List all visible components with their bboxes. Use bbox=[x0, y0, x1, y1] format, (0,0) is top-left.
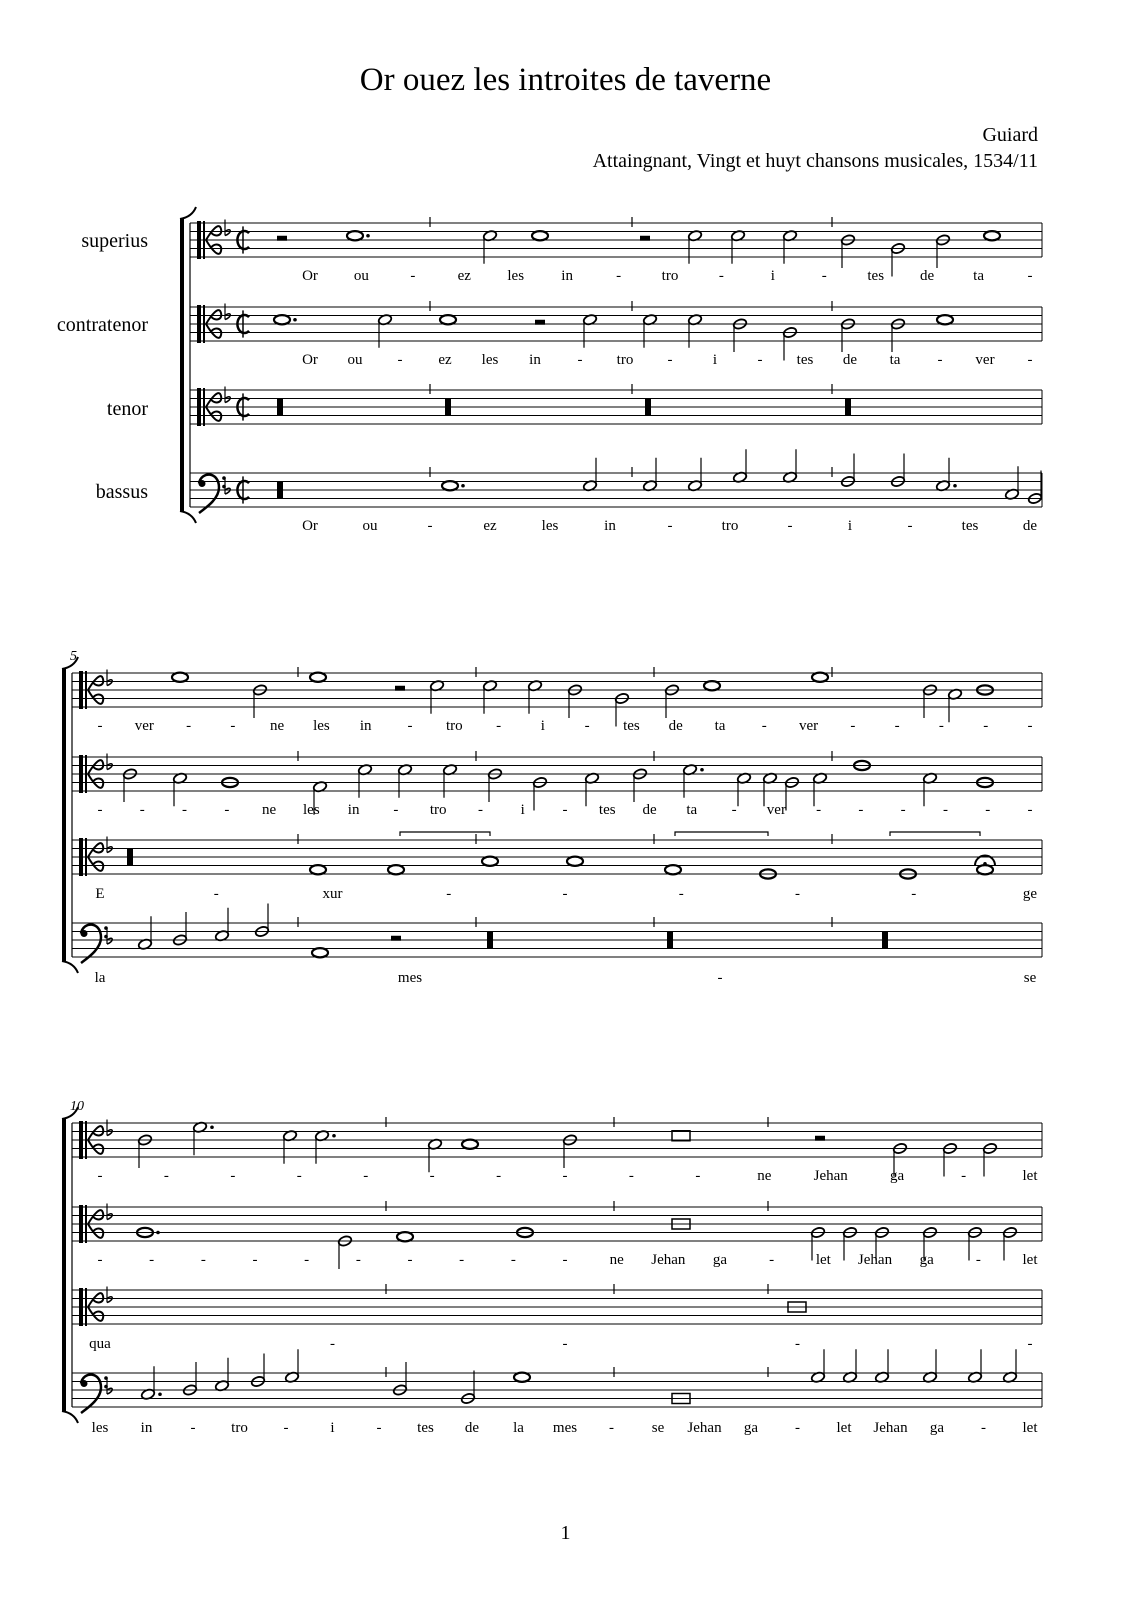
lyric-syllable: - bbox=[961, 1168, 967, 1184]
f-clef-head bbox=[199, 480, 206, 487]
breve-rest bbox=[127, 849, 133, 866]
lyric-syllable: se bbox=[651, 1420, 665, 1436]
lyric-syllable: - bbox=[410, 268, 416, 284]
breve-rest bbox=[845, 399, 851, 416]
lyric-syllable: ver bbox=[134, 718, 154, 734]
lyric-syllable: - bbox=[296, 1168, 302, 1184]
whole-note bbox=[812, 673, 828, 682]
lyric-syllable: ne bbox=[757, 1168, 772, 1184]
lyric-syllable: - bbox=[363, 1168, 369, 1184]
lyric-syllable: in bbox=[140, 1420, 153, 1436]
lyric-syllable: les bbox=[481, 352, 499, 368]
lyric-syllable: - bbox=[230, 718, 236, 734]
voice-label-contratenor: contratenor bbox=[56, 314, 148, 336]
lyric-syllable: - bbox=[907, 518, 913, 534]
lyric-syllable: Jehan bbox=[813, 1168, 848, 1184]
lyric-syllable: Jehan bbox=[857, 1252, 893, 1268]
lyric-syllable: - bbox=[496, 718, 502, 734]
lyric-syllable: - bbox=[717, 970, 723, 986]
c-clef-bar bbox=[79, 1121, 83, 1159]
lyric-syllable: tro bbox=[721, 518, 739, 534]
voice-label-tenor: tenor bbox=[106, 398, 148, 420]
lyric-syllable: ou bbox=[347, 352, 363, 368]
breve-rest bbox=[445, 399, 451, 416]
c-clef-bar bbox=[197, 305, 201, 343]
lyric-syllable: - bbox=[97, 1168, 103, 1184]
c-clef-lower bbox=[206, 407, 221, 421]
bracket-bottom-hook bbox=[180, 511, 196, 523]
lyric-syllable: - bbox=[304, 1252, 310, 1268]
lyric-syllable: - bbox=[769, 1252, 775, 1268]
lyric-syllable: ta bbox=[973, 268, 984, 284]
lyric-syllable: - bbox=[911, 886, 917, 902]
lyric-syllable: - bbox=[678, 886, 684, 902]
bracket-bottom-hook bbox=[62, 961, 78, 973]
dot bbox=[461, 484, 465, 488]
whole-rest bbox=[391, 936, 401, 941]
lyric-syllable: les bbox=[541, 518, 559, 534]
lyric-syllable: ga bbox=[929, 1420, 945, 1436]
piece-title: Or ouez les introites de taverne bbox=[359, 62, 772, 98]
lyric-syllable: - bbox=[330, 1336, 335, 1352]
lyric-syllable: let bbox=[1022, 1420, 1038, 1436]
c-clef-bar bbox=[79, 838, 83, 876]
f-clef-head bbox=[81, 1380, 88, 1387]
whole-rest bbox=[640, 236, 650, 241]
dot bbox=[700, 768, 704, 772]
lyric-syllable: in bbox=[529, 352, 541, 368]
breve-rest bbox=[645, 399, 651, 416]
lyric-syllable: Jehan bbox=[651, 1252, 686, 1268]
voice-label-bassus: bassus bbox=[95, 481, 148, 503]
whole-note bbox=[977, 865, 993, 874]
lyric-syllable: ez bbox=[438, 352, 452, 368]
flat-sign-bowl bbox=[107, 1214, 112, 1220]
c-clef-thin bbox=[203, 305, 205, 343]
lyric-syllable: i bbox=[540, 718, 545, 734]
lyric-syllable: - bbox=[628, 1168, 634, 1184]
lyric-syllable: - bbox=[942, 802, 948, 818]
c-clef-lower bbox=[88, 774, 103, 788]
lyric-syllable: - bbox=[562, 1252, 568, 1268]
whole-note bbox=[172, 673, 188, 682]
flat-sign-bowl bbox=[107, 1297, 112, 1303]
lyric-syllable: i bbox=[520, 802, 525, 818]
lyric-syllable: - bbox=[393, 802, 399, 818]
whole-note bbox=[532, 231, 548, 240]
lyrics bbox=[89, 268, 1038, 1436]
lyric-syllable: - bbox=[224, 802, 230, 818]
lyric-syllable: i bbox=[847, 518, 853, 534]
c-clef-bar bbox=[79, 1205, 83, 1243]
lyric-syllable: - bbox=[667, 352, 673, 368]
dot bbox=[210, 1125, 214, 1129]
measure-number-10: 10 bbox=[70, 1099, 84, 1114]
lyric-syllable: - bbox=[427, 518, 433, 534]
breve-rest bbox=[667, 932, 673, 949]
c-clef-thin bbox=[203, 388, 205, 426]
lyric-syllable: xur bbox=[322, 886, 343, 902]
lyric-syllable: - bbox=[938, 718, 944, 734]
c-clef-bar bbox=[197, 388, 201, 426]
c-clef-thin bbox=[85, 1288, 87, 1326]
flat-sign-bowl bbox=[107, 680, 112, 686]
lyric-syllable: - bbox=[355, 1252, 361, 1268]
lyric-syllable: - bbox=[407, 718, 413, 734]
lyric-syllable: Or bbox=[302, 518, 318, 534]
c-clef-thin bbox=[85, 755, 87, 793]
lyric-syllable: ver bbox=[975, 352, 995, 368]
whole-note bbox=[347, 231, 363, 240]
dot bbox=[293, 318, 297, 322]
c-clef-bar bbox=[79, 1288, 83, 1326]
lyric-syllable: - bbox=[230, 1168, 236, 1184]
whole-note bbox=[440, 315, 456, 324]
lyric-syllable: i bbox=[770, 268, 775, 284]
lyric-syllable: les bbox=[507, 268, 525, 284]
c-clef-upper bbox=[88, 1126, 103, 1140]
whole-rest bbox=[277, 236, 287, 241]
lyric-syllable: tes bbox=[598, 802, 616, 818]
lyric-syllable: ou bbox=[362, 518, 378, 534]
lyric-syllable: ta bbox=[714, 718, 726, 734]
dot bbox=[156, 1231, 160, 1235]
lyric-syllable: - bbox=[496, 1168, 502, 1184]
lyric-syllable: mes bbox=[397, 970, 423, 986]
lyric-syllable: - bbox=[562, 802, 568, 818]
lyric-syllable: tro bbox=[661, 268, 679, 284]
lyric-syllable: tro bbox=[616, 352, 634, 368]
lyric-syllable: Or bbox=[302, 268, 318, 284]
lyric-syllable: - bbox=[510, 1252, 516, 1268]
lyric-syllable: Or bbox=[302, 352, 318, 368]
flat-sign-bowl bbox=[225, 488, 230, 494]
lyric-syllable: - bbox=[190, 1420, 196, 1436]
lyric-syllable: - bbox=[761, 718, 767, 734]
c-clef-lower bbox=[206, 240, 221, 254]
lyric-syllable: - bbox=[200, 1252, 206, 1268]
whole-note bbox=[310, 865, 326, 874]
breve-rest bbox=[277, 482, 283, 499]
whole-note bbox=[514, 1373, 530, 1382]
lyric-syllable: - bbox=[139, 802, 145, 818]
whole-note bbox=[310, 673, 326, 682]
whole-note bbox=[665, 865, 681, 874]
source-citation: Attaingnant, Vingt et huyt chansons musicales, 1534/11 bbox=[592, 150, 1038, 172]
lyric-syllable: in bbox=[561, 268, 573, 284]
bracket-top-hook bbox=[180, 207, 196, 219]
breve-rest bbox=[487, 932, 493, 949]
lyric-syllable: qua bbox=[89, 1336, 111, 1352]
c-clef-upper bbox=[88, 1293, 103, 1307]
lyric-syllable: - bbox=[186, 718, 192, 734]
breve-rest bbox=[277, 399, 283, 416]
lyric-syllable: - bbox=[584, 718, 590, 734]
whole-note bbox=[482, 857, 498, 866]
lyric-syllable: ne bbox=[262, 802, 277, 818]
c-clef-lower bbox=[206, 324, 221, 338]
whole-rest bbox=[535, 320, 545, 325]
whole-note bbox=[388, 865, 404, 874]
lyric-syllable: - bbox=[1027, 802, 1033, 818]
lyric-syllable: - bbox=[787, 518, 793, 534]
whole-note bbox=[312, 948, 328, 957]
c-clef-bar bbox=[79, 755, 83, 793]
voice-label-superius: superius bbox=[81, 230, 148, 252]
lyric-syllable: de bbox=[920, 268, 935, 284]
c-clef-lower bbox=[88, 857, 103, 871]
lyric-syllable: se bbox=[1023, 970, 1037, 986]
c-clef-upper bbox=[206, 226, 221, 240]
whole-note bbox=[937, 315, 953, 324]
lyric-syllable: - bbox=[850, 718, 856, 734]
lyric-syllable: - bbox=[446, 886, 452, 902]
measure-number-5: 5 bbox=[70, 649, 77, 664]
lyric-syllable: let bbox=[1022, 1168, 1038, 1184]
whole-note bbox=[567, 857, 583, 866]
c-clef-thin bbox=[85, 1121, 87, 1159]
lyric-syllable: - bbox=[562, 1168, 568, 1184]
fermata-dot bbox=[983, 862, 987, 866]
c-clef-upper bbox=[88, 760, 103, 774]
c-clef-thin bbox=[85, 838, 87, 876]
lyric-syllable: ne bbox=[609, 1252, 624, 1268]
c-clef-upper bbox=[206, 393, 221, 407]
lyric-syllable: ga bbox=[919, 1252, 934, 1268]
lyric-syllable: - bbox=[97, 802, 103, 818]
breve-rest bbox=[882, 932, 888, 949]
lyric-syllable: - bbox=[616, 268, 622, 284]
ligature-bracket bbox=[890, 832, 980, 836]
composer-name: Guiard bbox=[982, 124, 1038, 146]
lyric-syllable: - bbox=[937, 352, 943, 368]
lyric-syllable: mes bbox=[552, 1420, 578, 1436]
lyric-syllable: - bbox=[983, 718, 989, 734]
lyric-syllable: tro bbox=[231, 1420, 248, 1436]
lyric-syllable: tro bbox=[445, 718, 463, 734]
lyric-syllable: ne bbox=[270, 718, 285, 734]
lyric-syllable: - bbox=[757, 352, 763, 368]
lyric-syllable: ge bbox=[1022, 886, 1038, 902]
lyric-syllable: les bbox=[91, 1420, 109, 1436]
lyric-syllable: - bbox=[695, 1168, 701, 1184]
c-clef-lower bbox=[88, 1140, 103, 1154]
lyric-syllable: - bbox=[900, 802, 906, 818]
dot bbox=[366, 234, 370, 238]
lyric-syllable: i bbox=[330, 1420, 335, 1436]
lyric-syllable: - bbox=[731, 802, 737, 818]
lyric-syllable: tes bbox=[623, 718, 640, 734]
lyric-syllable: ver bbox=[766, 802, 786, 818]
lyric-syllable: - bbox=[213, 886, 219, 902]
lyric-syllable: tes bbox=[417, 1420, 434, 1436]
c-clef-thin bbox=[203, 221, 205, 259]
lyric-syllable: let bbox=[815, 1252, 831, 1268]
lyric-syllable: les bbox=[313, 718, 330, 734]
lyric-syllable: - bbox=[429, 1168, 435, 1184]
lyric-syllable: - bbox=[985, 802, 991, 818]
flat-sign-bowl bbox=[225, 230, 230, 236]
dot bbox=[953, 484, 957, 488]
c-clef-upper bbox=[88, 676, 103, 690]
lyric-syllable: Jehan bbox=[873, 1420, 908, 1436]
c-clef-upper bbox=[88, 843, 103, 857]
lyric-syllable: tro bbox=[429, 802, 447, 818]
c-clef-thin bbox=[85, 1205, 87, 1243]
whole-note bbox=[704, 681, 720, 690]
lyric-syllable: let bbox=[836, 1420, 852, 1436]
lyric-syllable: de bbox=[1022, 518, 1038, 534]
c-clef-lower bbox=[88, 690, 103, 704]
lyric-syllable: ga bbox=[743, 1420, 759, 1436]
lyric-syllable: la bbox=[94, 970, 106, 986]
whole-note bbox=[984, 231, 1000, 240]
lyric-syllable: - bbox=[1027, 352, 1033, 368]
whole-rest bbox=[395, 686, 405, 691]
breve-note bbox=[672, 1131, 690, 1141]
f-clef-head bbox=[81, 930, 88, 937]
lyric-syllable: i bbox=[712, 352, 718, 368]
flat-sign-bowl bbox=[225, 314, 230, 320]
lyric-syllable: - bbox=[821, 268, 827, 284]
lyric-syllable: ou bbox=[353, 268, 369, 284]
whole-note bbox=[397, 1232, 413, 1241]
lyric-syllable: - bbox=[163, 1168, 169, 1184]
flat-sign-bowl bbox=[107, 764, 112, 770]
c-clef-bar bbox=[79, 671, 83, 709]
lyric-syllable: de bbox=[642, 802, 657, 818]
lyric-syllable: - bbox=[795, 1420, 800, 1436]
lyric-syllable: ez bbox=[457, 268, 471, 284]
flat-sign-bowl bbox=[225, 397, 230, 403]
lyric-syllable: ta bbox=[889, 352, 901, 368]
c-clef-upper bbox=[206, 310, 221, 324]
lyric-syllable: - bbox=[376, 1420, 382, 1436]
ligature-bracket bbox=[675, 832, 768, 836]
whole-note bbox=[442, 481, 458, 490]
lyric-syllable: in bbox=[359, 718, 372, 734]
lyric-syllable: tes bbox=[796, 352, 814, 368]
lyric-syllable: - bbox=[718, 268, 724, 284]
lyric-syllable: - bbox=[795, 1336, 800, 1352]
lyric-syllable: - bbox=[816, 802, 822, 818]
lyric-syllable: - bbox=[1027, 718, 1033, 734]
lyric-syllable: - bbox=[407, 1252, 413, 1268]
c-clef-lower bbox=[88, 1307, 103, 1321]
lyric-syllable: de bbox=[464, 1420, 480, 1436]
lyric-syllable: tes bbox=[867, 268, 885, 284]
lyric-syllable: - bbox=[858, 802, 864, 818]
lyric-syllable: - bbox=[667, 518, 673, 534]
c-clef-upper bbox=[88, 1210, 103, 1224]
c-clef-lower bbox=[88, 1224, 103, 1238]
lyric-syllable: - bbox=[1027, 1336, 1033, 1352]
lyric-syllable: - bbox=[894, 718, 900, 734]
dot bbox=[158, 1392, 162, 1396]
lyric-syllable: E bbox=[95, 886, 105, 902]
lyric-syllable: - bbox=[1027, 268, 1033, 284]
staff-lines bbox=[62, 207, 1042, 1423]
lyric-syllable: - bbox=[975, 1252, 981, 1268]
page-number: 1 bbox=[560, 1522, 571, 1544]
flat-sign-bowl bbox=[107, 1388, 112, 1394]
lyric-syllable: - bbox=[562, 886, 568, 902]
lyric-syllable: - bbox=[609, 1420, 614, 1436]
lyric-syllable: - bbox=[97, 1252, 103, 1268]
lyric-syllable: tes bbox=[961, 518, 979, 534]
flat-sign-bowl bbox=[107, 938, 112, 944]
lyric-syllable: - bbox=[562, 1336, 568, 1352]
lyric-syllable: ga bbox=[712, 1252, 728, 1268]
dot bbox=[332, 1134, 336, 1138]
lyric-syllable: ez bbox=[483, 518, 497, 534]
lyric-syllable: - bbox=[149, 1252, 155, 1268]
lyric-syllable: - bbox=[577, 352, 583, 368]
lyric-syllable: in bbox=[604, 518, 616, 534]
lyric-syllable: les bbox=[303, 802, 320, 818]
lyric-syllable: ta bbox=[686, 802, 698, 818]
lyric-syllable: Jehan bbox=[687, 1420, 722, 1436]
lyric-syllable: de bbox=[668, 718, 683, 734]
flat-sign-bowl bbox=[107, 847, 112, 853]
lyric-syllable: - bbox=[795, 886, 800, 902]
lyric-syllable: - bbox=[252, 1252, 258, 1268]
whole-note bbox=[462, 1140, 478, 1149]
lyric-syllable: - bbox=[981, 1420, 986, 1436]
lyric-syllable: - bbox=[283, 1420, 289, 1436]
lyric-syllable: in bbox=[347, 802, 360, 818]
lyric-syllable: - bbox=[182, 802, 188, 818]
lyric-syllable: de bbox=[842, 352, 858, 368]
whole-rest bbox=[815, 1136, 825, 1141]
whole-note bbox=[274, 315, 290, 324]
bracket-bottom-hook bbox=[62, 1411, 78, 1423]
lyric-syllable: - bbox=[397, 352, 403, 368]
flat-sign-bowl bbox=[107, 1130, 112, 1136]
lyric-syllable: - bbox=[477, 802, 483, 818]
lyric-syllable: - bbox=[459, 1252, 465, 1268]
c-clef-thin bbox=[85, 671, 87, 709]
lyric-syllable: ver bbox=[798, 718, 819, 734]
lyric-syllable: - bbox=[97, 718, 103, 734]
c-clef-bar bbox=[197, 221, 201, 259]
lyric-syllable: la bbox=[513, 1420, 524, 1436]
lyric-syllable: ga bbox=[890, 1168, 905, 1184]
lyric-syllable: let bbox=[1022, 1252, 1038, 1268]
